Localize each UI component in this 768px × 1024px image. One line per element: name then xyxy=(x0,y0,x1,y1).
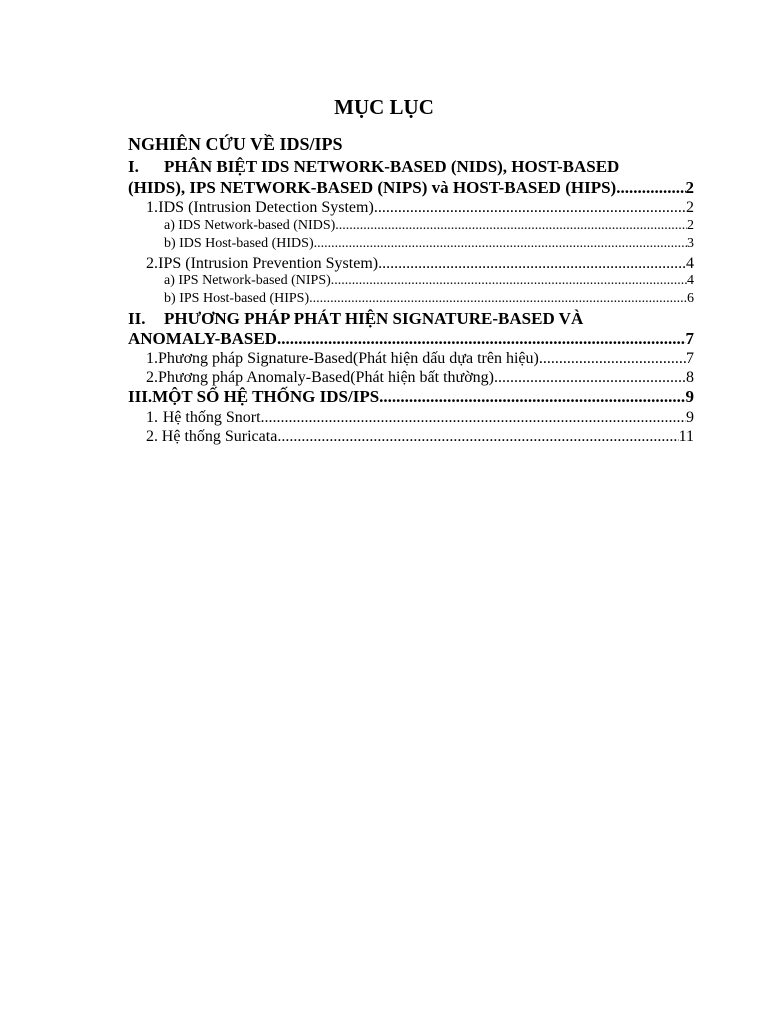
leader-dots xyxy=(309,290,687,308)
toc-subitem-1-2-b[interactable] xyxy=(164,290,694,308)
section-title-line1: PHƯƠNG PHÁP PHÁT HIỆN SIGNATURE-BASED VÀ xyxy=(164,309,584,328)
toc-item-3-2[interactable] xyxy=(146,427,694,446)
subitem-number: a) xyxy=(164,273,175,288)
item-title: Hệ thống Snort xyxy=(162,409,261,426)
page-number: 4 xyxy=(686,255,694,272)
subitem-number: b) xyxy=(164,291,176,306)
item-title: Hệ thống Suricata xyxy=(161,428,278,445)
toc-section-2-line1[interactable] xyxy=(128,309,583,329)
section-title-line2: ANOMALY-BASED xyxy=(128,329,277,348)
item-number: 1. xyxy=(146,199,158,216)
leader-dots xyxy=(620,178,685,198)
toc-item-2-2[interactable] xyxy=(146,368,694,387)
toc-item-1-1[interactable] xyxy=(146,198,694,217)
section-title: MỘT SỐ HỆ THỐNG IDS/IPS xyxy=(152,387,380,406)
leader-dots xyxy=(379,387,685,407)
page-number: 9 xyxy=(685,387,694,406)
section-number: III. xyxy=(128,387,153,406)
item-number: 2. xyxy=(146,428,158,445)
subitem-title: IDS Host-based (HIDS) xyxy=(179,236,314,251)
section-title-line1: PHÂN BIỆT IDS NETWORK-BASED (NIDS), HOST-BASED xyxy=(164,157,620,176)
item-number: 2. xyxy=(146,369,158,386)
toc-section-1-line1[interactable] xyxy=(128,157,619,177)
section-title-line2: (HIDS), IPS NETWORK-BASED (NIPS) và HOST-BASED (HIPS). xyxy=(128,178,621,197)
page-number: 2 xyxy=(687,218,694,233)
leader-dots xyxy=(277,329,686,349)
toc-section-1-line2[interactable] xyxy=(128,178,694,198)
item-title: IPS (Intrusion Prevention System) xyxy=(158,255,379,272)
subitem-title: IPS Network-based (NIPS) xyxy=(178,273,331,288)
toc-section-3[interactable] xyxy=(128,387,694,407)
item-title: Phương pháp Signature-Based(Phát hiện dấu dựa trên hiệu) xyxy=(158,350,539,367)
page-number: 3 xyxy=(687,236,694,251)
toc-item-1-2[interactable] xyxy=(146,254,694,273)
page-number: 2 xyxy=(685,178,694,197)
item-number: 1. xyxy=(146,350,158,367)
toc-section-2-line2[interactable] xyxy=(128,329,694,349)
toc-title: MỤC LỤC xyxy=(334,95,434,119)
page-number: 8 xyxy=(686,369,694,386)
subitem-number: b) xyxy=(164,236,176,251)
page-number: 11 xyxy=(678,428,694,445)
page-number: 4 xyxy=(687,273,694,288)
subitem-title: IDS Network-based (NIDS) xyxy=(178,218,336,233)
toc-item-3-1[interactable] xyxy=(146,408,694,427)
leader-dots xyxy=(314,235,687,253)
section-number: II. xyxy=(128,309,146,328)
toc-item-2-1[interactable] xyxy=(146,349,694,368)
leader-dots xyxy=(539,349,686,368)
toc-heading: NGHIÊN CỨU VỀ IDS/IPS xyxy=(128,134,343,154)
page-number: 9 xyxy=(686,409,694,426)
toc-subitem-1-1-a[interactable] xyxy=(164,217,694,235)
leader-dots xyxy=(331,272,687,290)
leader-dots xyxy=(261,408,686,427)
leader-dots xyxy=(277,427,678,446)
item-number: 1. xyxy=(146,409,158,426)
subitem-title: IPS Host-based (HIPS) xyxy=(179,291,310,306)
page-number: 2 xyxy=(686,199,694,216)
toc-subitem-1-2-a[interactable] xyxy=(164,272,694,290)
page-number: 7 xyxy=(686,350,694,367)
page-number: 7 xyxy=(685,329,694,348)
item-title: IDS (Intrusion Detection System) xyxy=(158,199,374,216)
page-number: 6 xyxy=(687,291,694,306)
leader-dots xyxy=(335,217,687,235)
leader-dots xyxy=(494,368,686,387)
leader-dots xyxy=(378,254,686,273)
toc-subitem-1-1-b[interactable] xyxy=(164,235,694,253)
item-title: Phương pháp Anomaly-Based(Phát hiện bất thường) xyxy=(158,369,494,386)
leader-dots xyxy=(374,198,686,217)
subitem-number: a) xyxy=(164,218,175,233)
section-number: I. xyxy=(128,157,139,176)
item-number: 2. xyxy=(146,255,158,272)
